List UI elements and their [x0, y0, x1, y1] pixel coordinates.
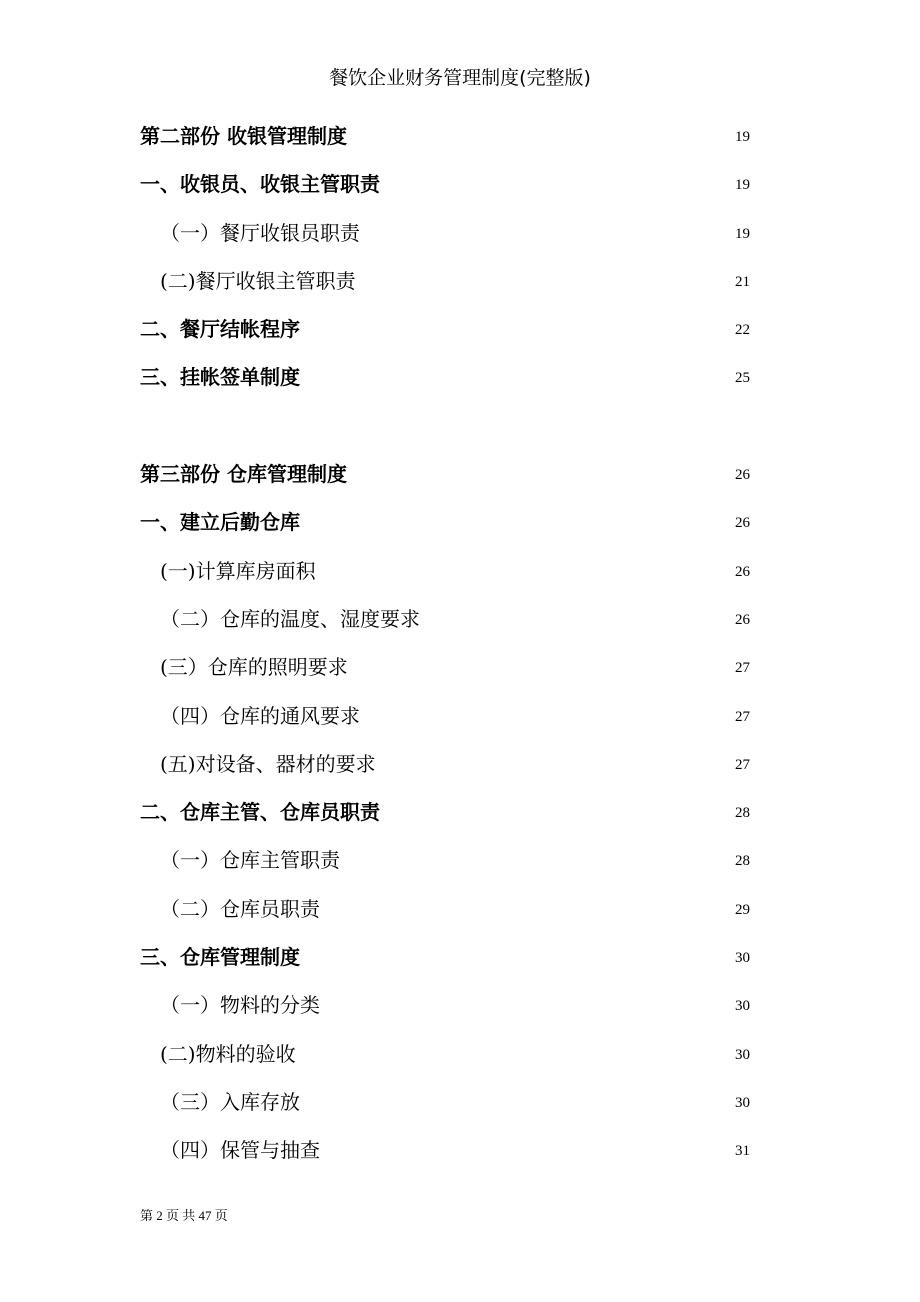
toc-entry[interactable]	[0, 981, 920, 1029]
toc-entry-page: 26	[735, 563, 750, 580]
toc-entry-page: 21	[735, 273, 750, 290]
toc-entry-title: （一）餐厅收银员职责	[160, 220, 360, 245]
toc-entry[interactable]	[0, 450, 920, 498]
toc-entry[interactable]	[0, 257, 920, 305]
toc-entry[interactable]	[0, 933, 920, 981]
toc-entry[interactable]	[0, 1078, 920, 1126]
toc-entry-page: 26	[735, 467, 750, 484]
toc-entry-title: 第三部份 仓库管理制度	[140, 462, 347, 487]
toc-entry[interactable]	[0, 885, 920, 933]
page-footer-page-number: 第 2 页 共 47 页	[140, 1208, 228, 1223]
toc-entry-page: 28	[735, 853, 750, 870]
toc-entry[interactable]	[0, 836, 920, 884]
toc-entry-title: (三）仓库的照明要求	[160, 655, 348, 680]
toc-entry-title: 一、建立后勤仓库	[140, 510, 300, 535]
toc-entry[interactable]	[0, 788, 920, 836]
toc-entry[interactable]	[0, 209, 920, 257]
toc-entry-page: 29	[735, 901, 750, 918]
toc-entry-title: 第二部份 收银管理制度	[140, 124, 347, 148]
table-of-contents	[0, 112, 920, 1175]
toc-entry-page: 30	[735, 1094, 750, 1111]
toc-entry-title: （四）保管与抽查	[160, 1138, 320, 1163]
toc-entry-title: 二、仓库主管、仓库员职责	[140, 800, 380, 825]
toc-entry-title: 二、餐厅结帐程序	[140, 317, 300, 342]
toc-entry-page: 25	[735, 370, 750, 387]
toc-entry-page: 28	[735, 805, 750, 822]
toc-spacer	[0, 402, 920, 450]
toc-entry[interactable]	[0, 740, 920, 788]
toc-entry[interactable]	[0, 547, 920, 595]
toc-entry-page: 30	[735, 950, 750, 967]
toc-entry-page: 19	[735, 129, 750, 145]
toc-entry-page: 31	[735, 1143, 750, 1160]
toc-entry-title: 三、仓库管理制度	[140, 945, 300, 970]
toc-entry-title: （三）入库存放	[160, 1089, 300, 1114]
toc-entry-page: 27	[735, 756, 750, 773]
toc-entry-title: 一、收银员、收银主管职责	[140, 172, 380, 197]
toc-entry[interactable]	[0, 353, 920, 401]
toc-entry-page: 22	[735, 322, 750, 339]
toc-entry-page: 27	[735, 660, 750, 677]
toc-entry-title: （一）物料的分类	[160, 993, 320, 1018]
toc-entry-page: 30	[735, 998, 750, 1015]
toc-entry-page: 19	[735, 225, 750, 242]
page-header-title: 餐饮企业财务管理制度(完整版)	[329, 67, 591, 89]
toc-entry-page: 27	[735, 708, 750, 725]
toc-entry-title: (一)计算库房面积	[160, 558, 316, 583]
toc-entry-title: （二）仓库的温度、湿度要求	[160, 606, 420, 631]
toc-entry-page: 30	[735, 1046, 750, 1063]
toc-entry[interactable]	[0, 112, 920, 160]
toc-entry-title: （二）仓库员职责	[160, 896, 320, 921]
toc-entry-title: （一）仓库主管职责	[160, 848, 340, 873]
toc-entry[interactable]	[0, 643, 920, 691]
toc-entry-title: 三、挂帐签单制度	[140, 365, 300, 390]
toc-entry-page: 19	[735, 177, 750, 194]
toc-entry-title: (五)对设备、器材的要求	[160, 751, 376, 776]
toc-entry-title: (二)物料的验收	[160, 1041, 296, 1066]
toc-entry[interactable]	[0, 1126, 920, 1174]
toc-entry[interactable]	[0, 692, 920, 740]
toc-entry-page: 26	[735, 515, 750, 532]
toc-entry-title: （四）仓库的通风要求	[160, 703, 360, 728]
toc-entry[interactable]	[0, 595, 920, 643]
toc-entry-page: 26	[735, 611, 750, 628]
toc-entry[interactable]	[0, 305, 920, 353]
toc-entry[interactable]	[0, 160, 920, 208]
toc-entry[interactable]	[0, 498, 920, 546]
toc-entry[interactable]	[0, 1030, 920, 1078]
toc-entry-title: (二)餐厅收银主管职责	[160, 268, 356, 293]
